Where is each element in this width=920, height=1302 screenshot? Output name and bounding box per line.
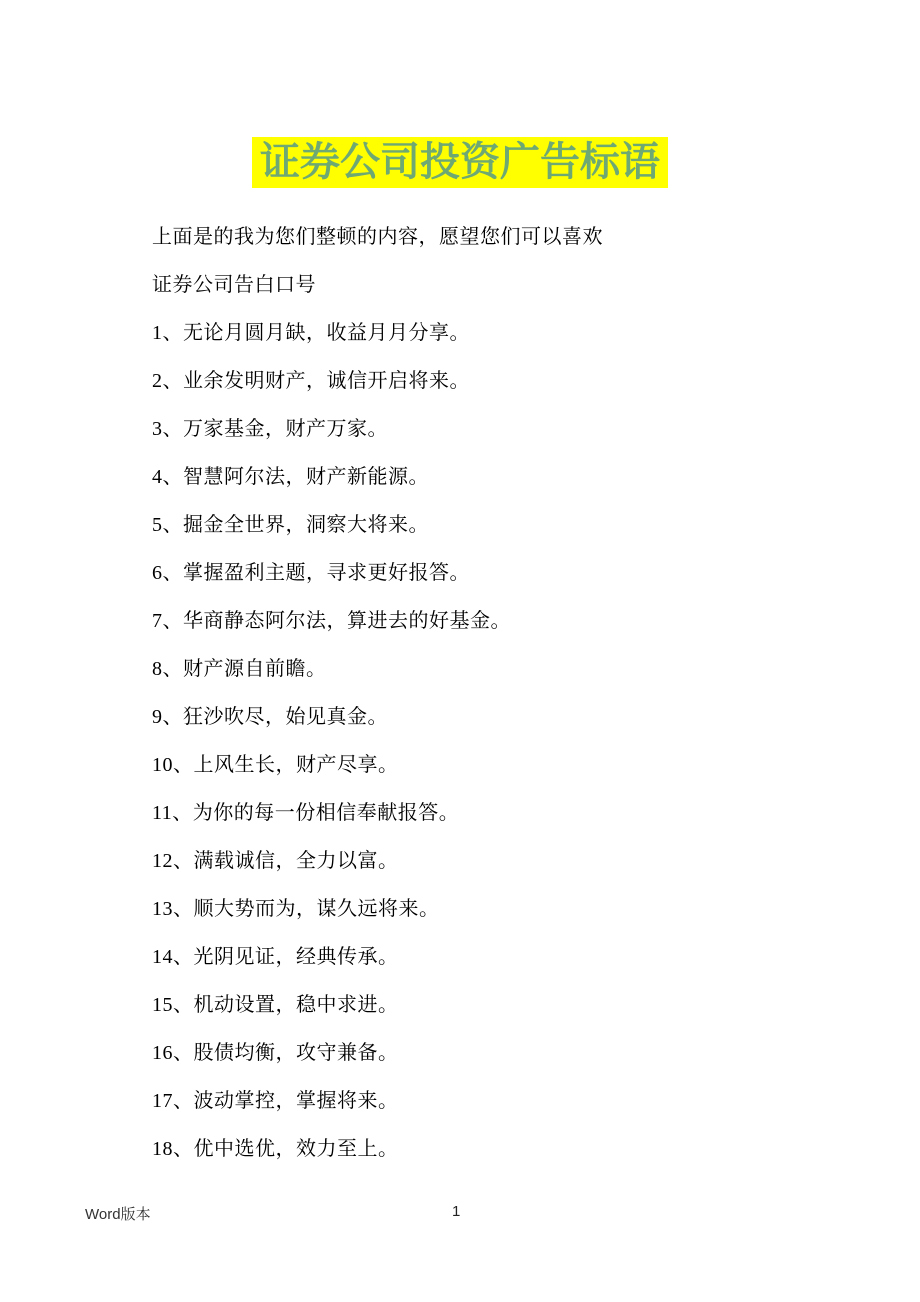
document-body <box>0 186 920 1160</box>
slogan-item: 14、光阴见证，经典传承。 <box>152 946 399 968</box>
slogan-item: 4、智慧阿尔法，财产新能源。 <box>152 466 429 488</box>
slogan-item: 1、无论月圆月缺，收益月月分享。 <box>152 322 470 344</box>
slogan-item: 3、万家基金，财产万家。 <box>152 418 388 440</box>
footer-word-version-label: Word版本 <box>85 1206 151 1223</box>
document-title-highlight: 证券公司投资广告标语 <box>252 137 668 188</box>
slogan-item: 8、财产源自前瞻。 <box>152 658 327 680</box>
intro-paragraph: 上面是的我为您们整顿的内容，愿望您们可以喜欢 <box>152 226 603 248</box>
page-number: 1 <box>452 1203 461 1220</box>
slogan-item: 11、为你的每一份相信奉献报答。 <box>152 802 460 824</box>
section-heading: 证券公司告白口号 <box>152 274 316 296</box>
document-title <box>0 0 920 186</box>
slogan-item: 9、狂沙吹尽，始见真金。 <box>152 706 388 728</box>
slogan-item: 6、掌握盈利主题，寻求更好报答。 <box>152 562 470 584</box>
slogan-item: 18、优中选优，效力至上。 <box>152 1138 399 1160</box>
slogan-item: 10、上风生长，财产尽享。 <box>152 754 399 776</box>
slogan-item: 2、业余发明财产，诚信开启将来。 <box>152 370 470 392</box>
slogan-item: 5、掘金全世界，洞察大将来。 <box>152 514 429 536</box>
slogan-item: 16、股债均衡，攻守兼备。 <box>152 1042 399 1064</box>
slogan-item: 12、满载诚信，全力以富。 <box>152 850 399 872</box>
slogan-item: 15、机动设置，稳中求进。 <box>152 994 399 1016</box>
slogan-item: 13、顺大势而为，谋久远将来。 <box>152 898 440 920</box>
slogan-item: 17、波动掌控，掌握将来。 <box>152 1090 399 1112</box>
slogan-item: 7、华商静态阿尔法，算进去的好基金。 <box>152 610 511 632</box>
